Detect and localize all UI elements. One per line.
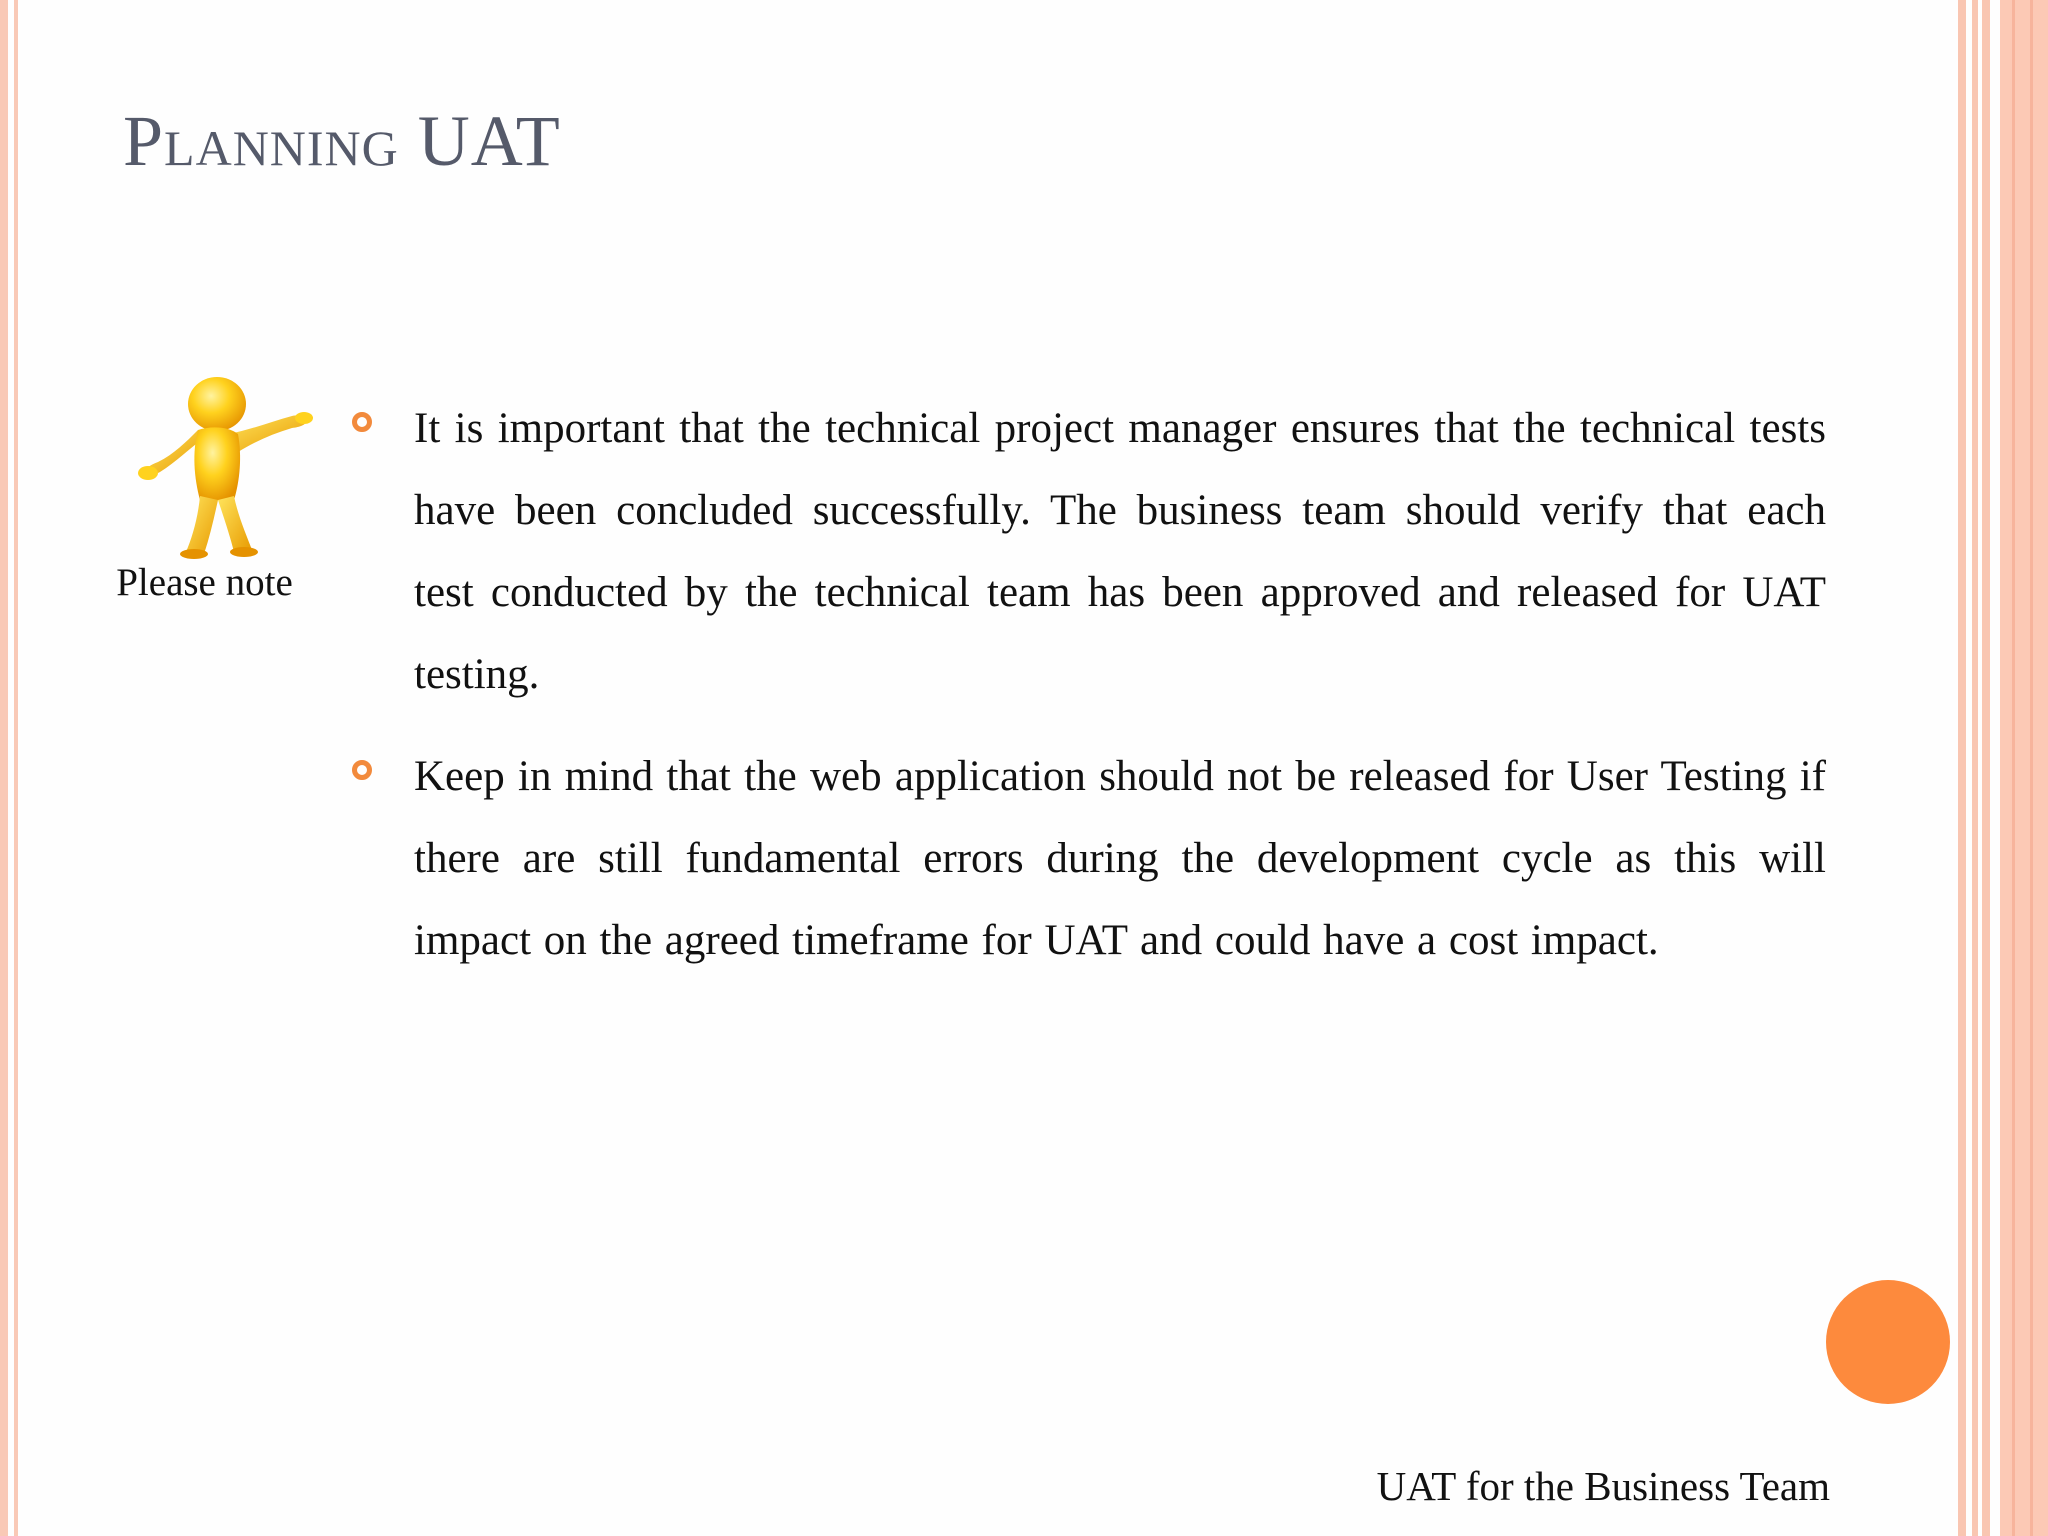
bullet-list [352, 388, 1826, 1002]
hollow-circle-bullet-icon [352, 412, 372, 432]
figure-caption: Please note [116, 561, 293, 604]
list-item [352, 736, 1826, 982]
slide-footer: UAT for the Business Team [1376, 1463, 1830, 1509]
right-border-band [2000, 0, 2048, 1536]
left-border-stripe [0, 0, 8, 1536]
list-item [352, 388, 1826, 716]
orange-circle-decoration [1826, 1280, 1950, 1404]
bullet-text: Keep in mind that the web application should not be released for User Testing if there are still fundamental errors during the development cycle as this will impact on the agreed timeframe for UAT and could have a cost impact. [414, 753, 1826, 964]
right-border-stripe [1958, 0, 1966, 1536]
left-border-stripe [14, 0, 18, 1536]
slide-title: Planning UAT [123, 101, 561, 181]
right-border-stripe [1982, 0, 1990, 1536]
bullet-text: It is important that the technical project manager ensures that the technical tests have been concluded successfully. The business team should verify that each test conducted by the technical team has been approved and released for UAT testing. [414, 405, 1826, 698]
right-border-line [2030, 0, 2033, 1536]
hollow-circle-bullet-icon [352, 760, 372, 780]
right-border-stripe [1972, 0, 1978, 1536]
presenter-figure-icon [120, 372, 320, 562]
right-border-line [2012, 0, 2015, 1536]
